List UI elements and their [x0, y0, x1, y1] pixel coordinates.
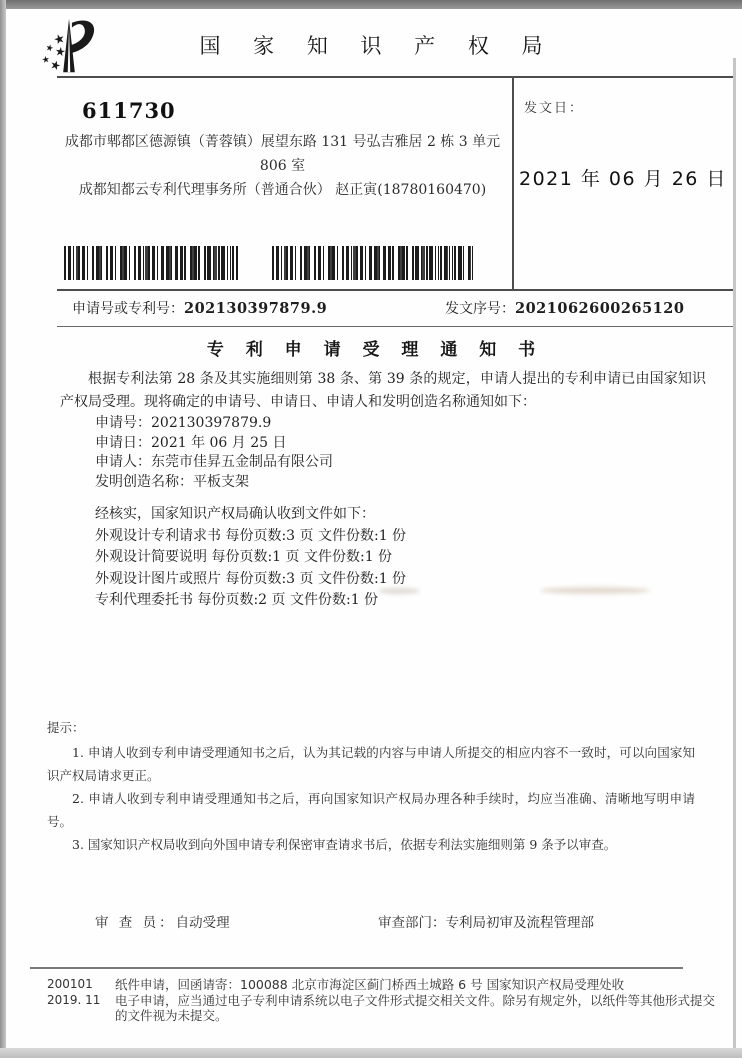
field-applicant: 申请人：东莞市佳昇五金制品有限公司	[95, 454, 333, 470]
notice-fields	[95, 414, 333, 492]
header-rule	[57, 76, 733, 78]
scan-edge-top	[0, 0, 742, 9]
issue-date-value: 2021 年 06 月 26 日	[519, 168, 727, 190]
received-doc-item: 外观设计简要说明 每份页数:1 页 文件份数:1 份	[95, 549, 393, 565]
field-filing-date: 申请日：2021 年 06 月 25 日	[95, 434, 287, 451]
barcode-application-number	[64, 246, 238, 280]
scan-edge-left	[0, 0, 6, 1058]
serial-number	[445, 298, 684, 318]
footer-efiling-line: 电子申请，应当通过电子专利申请系统以电子文件形式提交相关文件。除另有规定外，以纸件等其他形式提交的文件视为未提交。	[115, 992, 716, 1023]
notice-intro: 根据专利法第 28 条及其实施细则第 38 条、第 39 条的规定，申请人提出的专利申请已由国家知识产权局受理。现将确定的申请号、申请日、申请人和发明创造名称通知如下：	[60, 371, 706, 410]
tip-item: 3. 国家知识产权局收到向外国申请专利保密审查请求书后，依据专利法实施细则第 9 条予以审查。	[72, 837, 617, 852]
form-code-block	[47, 977, 100, 1008]
scan-smudge	[540, 587, 650, 594]
recipient-postcode: 611730	[82, 98, 176, 123]
application-number	[72, 298, 327, 318]
tips-label: 提示：	[47, 720, 85, 735]
serial-number-value: 2021062600265120	[515, 300, 685, 317]
notice-title: 专 利 申 请 受 理 通 知 书	[206, 340, 544, 360]
recipient-agency-line: 成都知都云专利代理事务所（普通合伙） 赵正寅(18780160470)	[78, 182, 487, 198]
examiner	[95, 911, 230, 931]
received-documents	[95, 504, 406, 612]
tip-item: 1. 申请人收到专利申请受理通知书之后，认为其记载的内容与申请人所提交的相应内容不一致时，可以向国家知识产权局请求更正。	[47, 745, 695, 783]
tip-item: 2. 申请人收到专利申请受理通知书之后，再向国家知识产权局办理各种手续时，均应当准确、清晰地写明申请号。	[47, 791, 695, 829]
received-doc-item: 外观设计专利请求书 每份页数:3 页 文件份数:1 份	[95, 527, 407, 544]
application-number-value: 202130397879.9	[184, 300, 328, 317]
form-code: 200101	[47, 977, 93, 991]
footer-paper-filing-line: 纸件申请，回函请寄：100088 北京市海淀区蓟门桥西土城路 6 号 国家知识产权局受理处收	[115, 977, 625, 992]
application-number-label: 申请号或专利号：	[72, 301, 184, 317]
examiner-value: 自动受理	[175, 915, 230, 931]
org-title: 国 家 知 识 产 权 局	[199, 34, 556, 58]
examining-department	[378, 911, 594, 931]
recipient-address-line2: 806 室	[259, 158, 306, 174]
scan-edge-bottom	[0, 1048, 742, 1058]
footer-instructions	[115, 977, 715, 1024]
field-application-number: 申请号：202130397879.9	[95, 415, 272, 431]
field-invention-title: 发明创造名称：平板支架	[95, 473, 249, 490]
barcode-serial-number	[272, 246, 473, 280]
scan-edge-right	[733, 58, 736, 1052]
form-version: 2019. 11	[47, 992, 101, 1007]
received-doc-item: 外观设计图片或照片 每份页数:3 页 文件份数:1 份	[95, 570, 407, 587]
serial-number-label: 发文序号：	[445, 301, 515, 317]
scan-smudge	[378, 588, 420, 594]
recipient-address-line1: 成都市郫都区德源镇（菁蓉镇）展望东路 131 号弘吉雅居 2 栋 3 单元	[64, 134, 501, 150]
department-value: 专利局初审及流程管理部	[445, 915, 594, 931]
issue-date-label: 发文日：	[524, 101, 585, 116]
barcode-rule	[57, 289, 733, 291]
tips-section	[47, 716, 695, 856]
numbers-rule	[57, 326, 733, 327]
footer-rule	[30, 967, 683, 969]
department-label: 审查部门：	[378, 915, 446, 931]
received-doc-item: 专利代理委托书 每份页数:2 页 文件份数:1 份	[95, 592, 379, 608]
address-date-divider	[512, 76, 514, 290]
received-intro: 经核实，国家知识产权局确认收到文件如下：	[95, 506, 375, 522]
examiner-label: 审 查 员：	[95, 915, 176, 931]
